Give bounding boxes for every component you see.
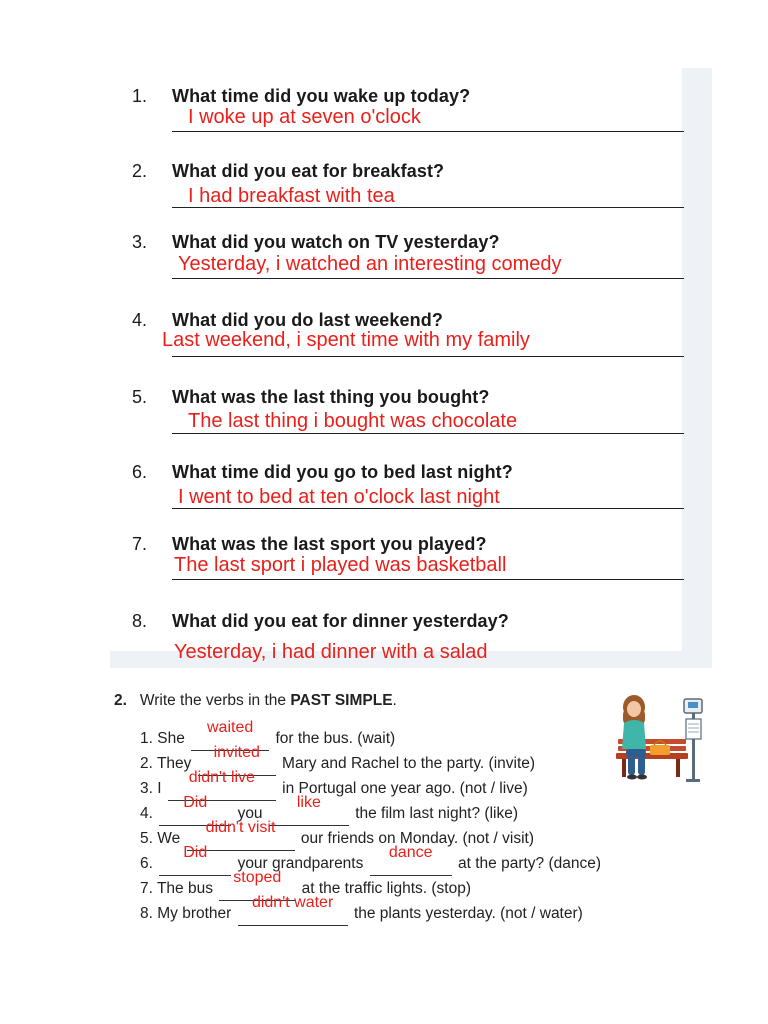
woman-at-bus-stop-icon xyxy=(612,693,712,783)
item-text: the plants yesterday. (not / water) xyxy=(353,905,583,922)
answer-blank[interactable] xyxy=(238,894,348,926)
answer-line xyxy=(172,278,684,279)
question-number: 1. xyxy=(132,86,148,106)
item-text: 1. She xyxy=(140,730,185,747)
question-text: What did you do last weekend? xyxy=(172,310,443,330)
answer-text[interactable]: I had breakfast with tea xyxy=(188,185,395,207)
item-text: 7. The bus xyxy=(140,880,213,897)
instruction-suffix: . xyxy=(392,692,397,709)
blank-answer: Did xyxy=(183,794,208,811)
item-text: for the bus. (wait) xyxy=(275,730,396,747)
item-text: at the traffic lights. (stop) xyxy=(301,880,472,897)
item-text: your grandparents xyxy=(237,855,364,872)
item-text: the film last night? (like) xyxy=(355,805,518,822)
blank-answer: like xyxy=(296,794,321,811)
blank-answer: Did xyxy=(183,844,208,861)
item-text: 2. They xyxy=(140,755,192,772)
question-text: What was the last sport you played? xyxy=(172,534,487,554)
blank-answer: stoped xyxy=(233,869,282,886)
answer-text[interactable]: Last weekend, i spent time with my family xyxy=(162,329,530,351)
question-number: 2. xyxy=(132,161,148,181)
answer-text[interactable]: I woke up at seven o'clock xyxy=(188,106,421,128)
question-text: What did you eat for breakfast? xyxy=(172,161,445,181)
question-number: 8. xyxy=(132,611,148,631)
answer-text[interactable]: Yesterday, i had dinner with a salad xyxy=(174,641,488,663)
question-text: What time did you wake up today? xyxy=(172,86,471,106)
question-number: 3. xyxy=(132,232,148,252)
blank-answer: waited xyxy=(207,719,254,736)
item-text: our friends on Monday. (not / visit) xyxy=(300,830,535,847)
item-text: 3. I xyxy=(140,780,162,797)
question-number: 6. xyxy=(132,462,148,482)
answer-line xyxy=(172,579,684,580)
answer-line xyxy=(172,207,684,208)
blank-answer: dance xyxy=(388,844,433,861)
answer-text[interactable]: I went to bed at ten o'clock last night xyxy=(178,486,500,508)
question-text: What did you watch on TV yesterday? xyxy=(172,232,500,252)
question-number: 5. xyxy=(132,387,148,407)
answer-text[interactable]: Yesterday, i watched an interesting comedy xyxy=(178,253,562,275)
question-number: 4. xyxy=(132,310,148,330)
item-text: 8. My brother xyxy=(140,905,232,922)
blank-answer: invited xyxy=(213,744,260,761)
instruction-bold: PAST SIMPLE xyxy=(290,692,393,709)
exercise-item xyxy=(140,894,583,925)
blank-answer: didn't visit xyxy=(205,819,276,836)
blank-answer: didn't water xyxy=(251,894,334,911)
item-text: in Portugal one year ago. (not / live) xyxy=(282,780,528,797)
item-text: you xyxy=(237,805,263,822)
question-text: What was the last thing you bought? xyxy=(172,387,490,407)
blank-answer: didn't live xyxy=(188,769,255,786)
answer-line xyxy=(172,433,684,434)
instruction-text: Write the verbs in the xyxy=(139,692,287,709)
item-text: at the party? (dance) xyxy=(458,855,602,872)
exercise-item xyxy=(140,844,602,875)
item-text: 6. xyxy=(140,855,153,872)
question-number: 7. xyxy=(132,534,148,554)
question-text: What time did you go to bed last night? xyxy=(172,462,513,482)
item-text: 5. We xyxy=(140,830,181,847)
answer-line xyxy=(172,508,684,509)
answer-blank[interactable] xyxy=(370,844,452,876)
answer-line xyxy=(172,131,684,132)
exercise-number: 2. xyxy=(114,692,127,709)
item-text: 4. xyxy=(140,805,153,822)
question-text: What did you eat for dinner yesterday? xyxy=(172,611,509,631)
answer-line xyxy=(172,356,684,357)
answer-text[interactable]: The last sport i played was basketball xyxy=(174,554,507,576)
answer-text[interactable]: The last thing i bought was chocolate xyxy=(188,410,518,432)
exercise-heading xyxy=(114,692,397,710)
item-text: Mary and Rachel to the party. (invite) xyxy=(282,755,536,772)
